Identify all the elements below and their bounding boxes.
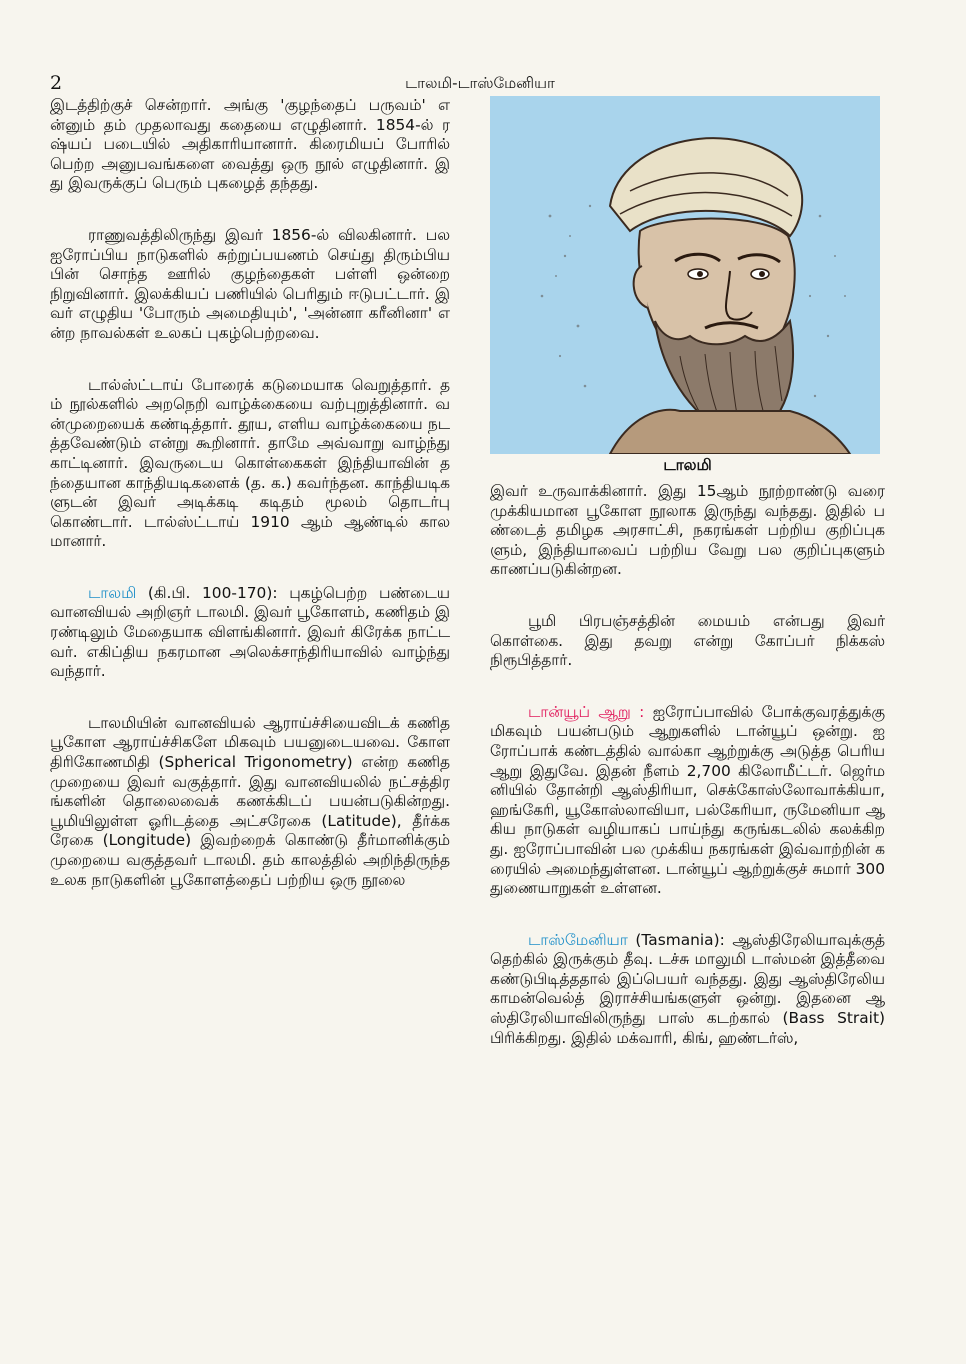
danube-entry-text: ஐரோப்பாவில் போக்குவரத்துக்கு மிகவும் பயன்படும் ஆறுகளில் டான்யூப் ஒன்று. ஐரோப்பாக் கண்டத்தில் வால்கா ஆற்றுக்கு அடுத்த பெரிய ஆறு இதுவே. இதன் நீளம் 2,700 கிலோமீட்டர். ஜெர்மனியில் தோன்றி ஆஸ்திரியா, செக்கோஸ்லோவாக்கியா, ஹங்கேரி, யூகோஸ்லாவியா, பல்கேரியா, ருமேனியா ஆகிய நாடுகள் வழியாகப் பாய்ந்து கருங்கடலில் கலக்கிறது. ஐரோப்பாவின் பல முக்கிய நகரங்கள் இவ்வாற்றின் கரையில் அமைந்துள்ளன. டான்யூப் ஆற்றுக்குச் சுமார் 300 துணையாறுகள் உள்ளன. (490, 702, 885, 898)
tasmania-entry-paragraph (490, 931, 885, 1049)
portrait-drawing (490, 96, 880, 454)
running-title: டாலமி-டாஸ்மேனியா (405, 74, 555, 92)
ptolemy-headword: டாலமி (88, 583, 137, 602)
tolstoy-continuation-paragraph: இடத்திற்குச் சென்றார். அங்கு 'குழந்தைப் பருவம்' என்னும் தம் முதலாவது கதையை எழுதினார். 1854-ல் ரஷ்யப் படையில் அதிகாரியானார். கிரைமியப் போரில் பெற்ற அனுபவங்களை வைத்து ஒரு நூல் எழுதினார். இது இவருக்குப் பெரும் புகழைத் தந்தது. (50, 96, 450, 193)
ptolemy-portrait-icon (490, 96, 880, 454)
left-column (50, 96, 450, 922)
page-number: 2 (50, 72, 63, 94)
page-header (50, 72, 910, 98)
ptolemy-entry-text: (கி.பி. 100-170): புகழ்பெற்ற பண்டைய வானவியல் அறிஞர் டாலமி. இவர் பூகோளம், கணிதம் இரண்டிலும் மேதையாக விளங்கினார். இவர் கிரேக்க நாட்டவர். எகிப்திய நகரமான அலெக்சாந்திரியாவில் வாழ்ந்து வந்தார். (50, 583, 450, 681)
tolstoy-military-paragraph: ராணுவத்திலிருந்து இவர் 1856-ல் விலகினார். பல ஐரோப்பிய நாடுகளில் சுற்றுப்பயணம் செய்து திரும்பியபின் சொந்த ஊரில் குழந்தைகள் பள்ளி ஒன்றை நிறுவினார். இலக்கியப் பணியில் பெரிதும் ஈடுபட்டார். இவர் எழுதிய 'போரும் அமைதியும்', 'அன்னா கரீனினா' என்ற நாவல்கள் உலகப் புகழ்பெற்றவை. (50, 225, 450, 342)
ptolemy-entry-paragraph (50, 584, 450, 682)
ptolemy-geography-paragraph: டாலமியின் வானவியல் ஆராய்ச்சியைவிடக் கணித பூகோள ஆராய்ச்சிகளே மிகவும் பயனுடையவை. கோள திரிகோணமிதி (Spherical Trigonometry) என்ற கணித முறையை இவர் வகுத்தார். இது வானவியலில் நட்சத்திரங்களின் தொலைவைக் கணக்கிடப் பயன்படுகின்றது. பூமியிலுள்ள ஓரிடத்தை அட்சரேகை (Latitude), தீர்க்க ரேகை (Longitude) இவற்றைக் கொண்டு தீர்மானிக்கும் முறையை வகுத்தவர் டாலமி. தம் காலத்தில் அறிந்திருந்த உலக நாடுகளின் பூகோளத்தைப் பற்றிய ஒரு நூலை (50, 713, 450, 889)
tasmania-headword: டாஸ்மேனியா (528, 930, 628, 949)
portrait-caption: டாலமி (663, 456, 712, 474)
ptolemy-geocentric-paragraph: பூமி பிரபஞ்சத்தின் மையம் என்பது இவர் கொள்கை. இது தவறு என்று கோப்பர் நிக்கஸ் நிரூபித்தார். (490, 611, 885, 670)
tasmania-entry-text: (Tasmania): ஆஸ்திரேலியாவுக்குத் தெற்கில் இருக்கும் தீவு. டச்சு மாலுமி டாஸ்மன் இத்தீவை கண்டுபிடித்ததால் இப்பெயர் வந்தது. இது ஆஸ்திரேலிய காமன்வெல்த் இராச்சியங்களுள் ஒன்று. இதனை ஆஸ்திரேலியாவிலிருந்து பாஸ் கடற்கால் (Bass Strait) பிரிக்கிறது. இதில் மக்வாரி, கிங், ஹண்டர்ஸ், (490, 930, 885, 1047)
danube-entry-paragraph (490, 703, 885, 899)
tolstoy-philosophy-paragraph: டால்ஸ்ட்டாய் போரைக் கடுமையாக வெறுத்தார். தம் நூல்களில் அறநெறி வாழ்க்கையை வற்புறுத்தினார். வன்முறையைக் கண்டித்தார். தூய, எளிய வாழ்க்கையை நடத்தவேண்டும் என்று கூறினார். தாமே அவ்வாறு வாழ்ந்து காட்டினார். இவருடைய கொள்கைகள் இந்தியாவின் தந்தையான காந்தியடிகளைக் (த. க.) கவர்ந்தன. காந்தியடிகளுடன் இவர் அடிக்கடி கடிதம் மூலம் தொடர்பு கொண்டார். டால்ஸ்ட்டாய் 1910 ஆம் ஆண்டில் காலமானார். (50, 375, 450, 551)
ptolemy-continuation-paragraph: இவர் உருவாக்கினார். இது 15ஆம் நூற்றாண்டு வரை முக்கியமான பூகோள நூலாக இருந்து வந்தது. இதில் பண்டைத் தமிழக அரசாட்சி, நகரங்கள் பற்றிய குறிப்புகளும், இந்தியாவைப் பற்றிய வேறு பல குறிப்புகளும் காணப்படுகின்றன. (490, 482, 885, 579)
right-column (490, 96, 885, 1080)
danube-headword: டான்யூப் ஆறு : (528, 702, 645, 721)
